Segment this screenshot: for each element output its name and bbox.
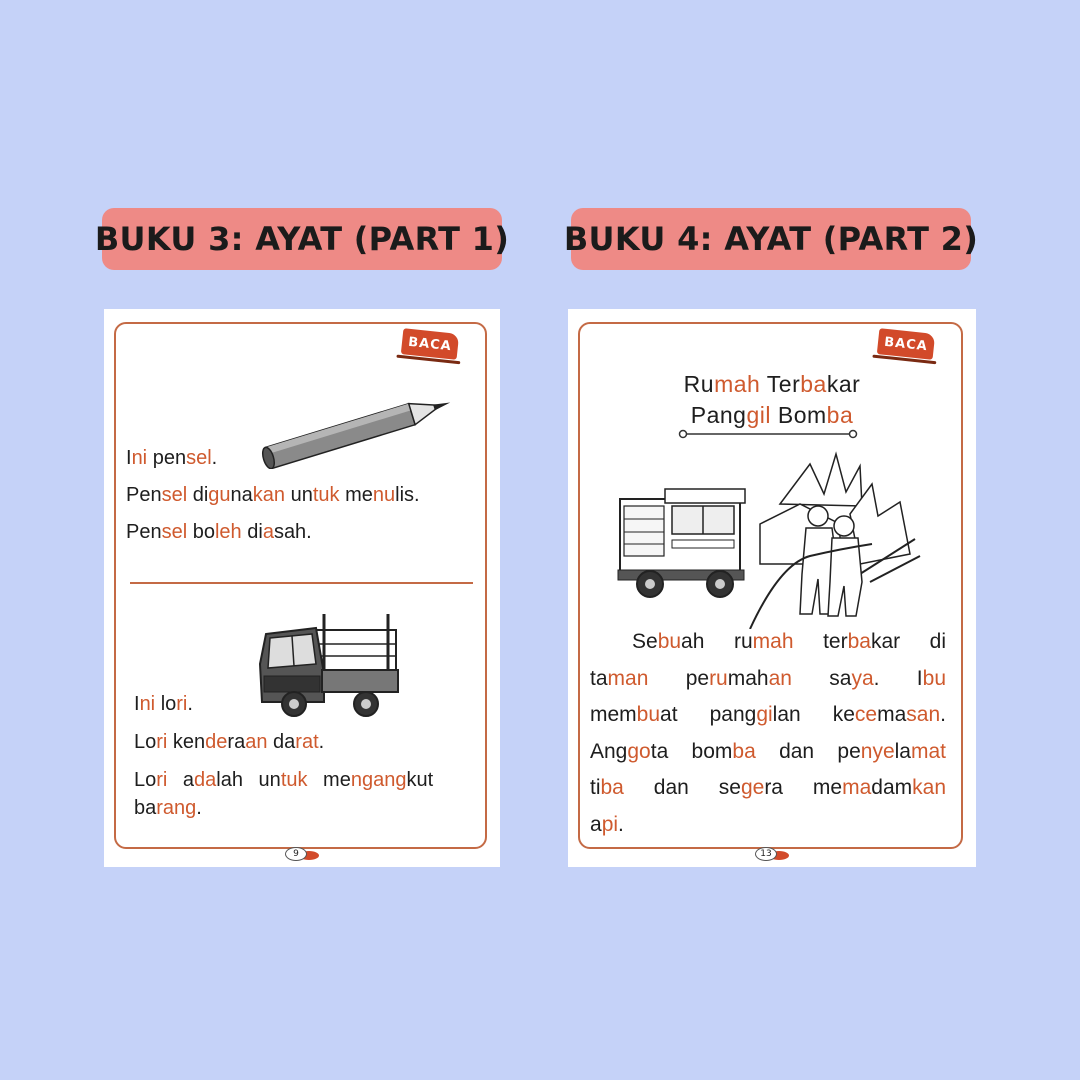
book-3-page xyxy=(104,309,500,867)
paragraph-line-2: taman perumahan saya. Ibu xyxy=(590,666,946,690)
story-title-line-2: Panggil Bomba xyxy=(690,402,854,428)
page-number: 9 xyxy=(285,845,319,861)
lorry-line-4: barang. xyxy=(134,797,202,819)
paragraph-line-6: api. xyxy=(590,812,624,836)
title-underline xyxy=(678,428,858,440)
book-3-label: BUKU 3: AYAT (PART 1) xyxy=(102,208,502,270)
paragraph-line-3: membuat panggilan kecemasan. xyxy=(590,703,946,726)
paragraph-line-1: Sebuah rumah terbakar di xyxy=(632,630,947,653)
pencil-line-2: Pensel digunakan untuk menulis. xyxy=(126,484,420,506)
story-title-line-1: Rumah Terbakar xyxy=(683,371,861,397)
section-divider xyxy=(130,582,473,584)
baca-badge: BACA xyxy=(877,328,935,360)
pencil-line-3: Pensel boleh diasah. xyxy=(126,521,312,543)
lorry-line-1: Ini lori. xyxy=(134,693,193,715)
page-number: 13 xyxy=(755,845,789,861)
baca-badge: BACA xyxy=(401,328,459,360)
pencil-line-1: Ini pensel. xyxy=(126,447,218,469)
paragraph-line-4: Anggota bomba dan penyelamat xyxy=(590,739,946,763)
book-4-page xyxy=(568,309,976,867)
paragraph-line-5: tiba dan segera memadamkan xyxy=(590,776,946,799)
lorry-line-3: Lori adalah untuk mengangkut xyxy=(134,769,434,791)
book-4-label: BUKU 4: AYAT (PART 2) xyxy=(571,208,971,270)
lorry-illustration xyxy=(254,604,404,724)
story-paragraph xyxy=(590,624,946,843)
lorry-line-2: Lori kenderaan darat. xyxy=(134,731,325,753)
fire-truck-illustration xyxy=(610,444,928,629)
pencil-illustration xyxy=(254,389,466,469)
